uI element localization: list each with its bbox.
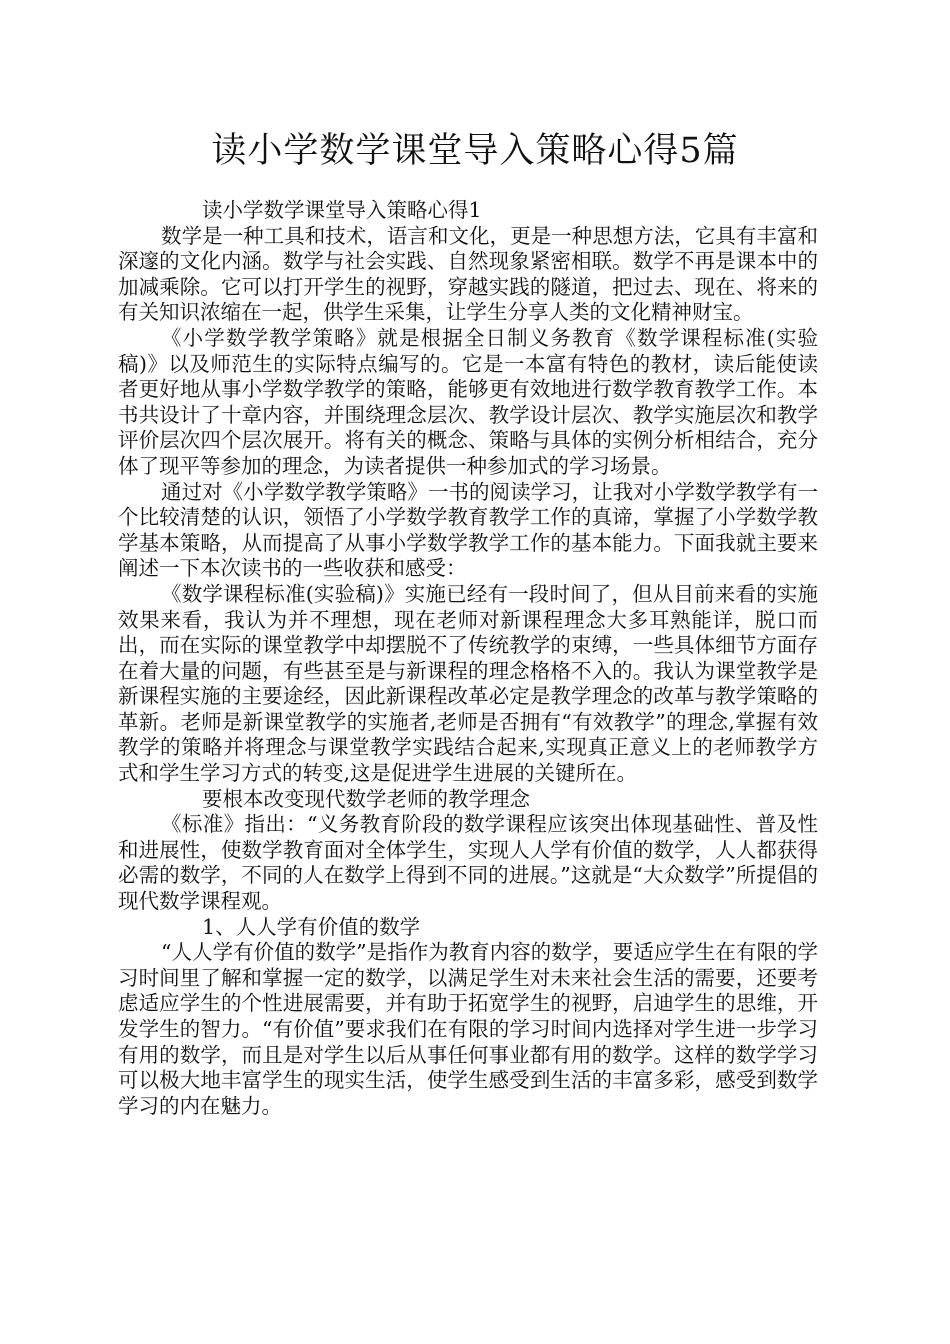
document-body — [118, 198, 818, 1119]
paragraph: 《小学数学教学策略》就是根据全日制义务教育《数学课程标准(实验稿)》以及师范生的实际特点编写的。它是一本富有特色的教材，读后能使读者更好地从事小学数学教学的策略，能够更有效地进行数学教育教学工作。本书共设计了十章内容，并围绕理念层次、教学设计层次、教学实施层次和教学评价层次四个层次展开。将有关的概念、策略与具体的实例分析相结合，充分体了现平等参加的理念，为读者提供一种参加式的学习场景。 — [118, 325, 818, 478]
paragraph: 通过对《小学数学教学策略》一书的阅读学习，让我对小学数学教学有一个比较清楚的认识，领悟了小学数学教育教学工作的真谛，掌握了小学数学教学基本策略，从而提高了从事小学数学教学工作的基本能力。下面我就主要来阐述一下本次读书的一些收获和感受： — [118, 479, 818, 581]
section-heading: 1、人人学有价值的数学 — [202, 914, 421, 939]
page-title: 读小学数学课堂导入策略心得5篇 — [211, 131, 739, 171]
paragraph: 《数学课程标准(实验稿)》实施已经有一段时间了，但从目前来看的实施效果来看，我认为并不理想，现在老师对新课程理念大多耳熟能详，脱口而出，而在实际的课堂教学中却摆脱不了传统教学的束缚，一些具体细节方面存在着大量的问题，有些甚至是与新课程的理念格格不入的。我认为课堂教学是新课程实施的主要途经，因此新课程改革必定是教学理念的改革与教学策略的革新。老师是新课堂教学的实施者,老师是否拥有“有效教学”的理念,掌握有效教学的策略并将理念与课堂教学实践结合起来,实现真正意义上的老师教学方式和学生学习方式的转变,这是促进学生进展的关键所在。 — [118, 581, 818, 786]
paragraph: “人人学有价值的数学”是指作为教育内容的数学，要适应学生在有限的学习时间里了解和掌握一定的数学，以满足学生对未来社会生活的需要，还要考虑适应学生的个性进展需要，并有助于拓宽学生的视野，启迪学生的思维，开发学生的智力。“有价值”要求我们在有限的学习时间内选择对学生进一步学习有用的数学，而且是对学生以后从事任何事业都有用的数学。这样的数学学习可以极大地丰富学生的现实生活，使学生感受到生活的丰富多彩，感受到数学学习的内在魅力。 — [118, 940, 818, 1118]
section-heading: 读小学数学课堂导入策略心得1 — [202, 198, 482, 222]
paragraph: 《标准》指出：“义务教育阶段的数学课程应该突出体现基础性、普及性和进展性，使数学教育面对全体学生，实现人人学有价值的数学，人人都获得必需的数学，不同的人在数学上得到不同的进展。”这就是“大众数学”所提倡的现代数学课程观。 — [118, 812, 818, 914]
section-heading: 要根本改变现代数学老师的教学理念 — [202, 786, 531, 811]
paragraph: 数学是一种工具和技术，语言和文化，更是一种思想方法，它具有丰富和深邃的文化内涵。数学与社会实践、自然现象紧密相联。数学不再是课本中的加减乘除。它可以打开学生的视野，穿越实践的隧道，把过去、现在、将来的有关知识浓缩在一起，供学生采集，让学生分享人类的文化精神财宝。 — [118, 223, 818, 325]
